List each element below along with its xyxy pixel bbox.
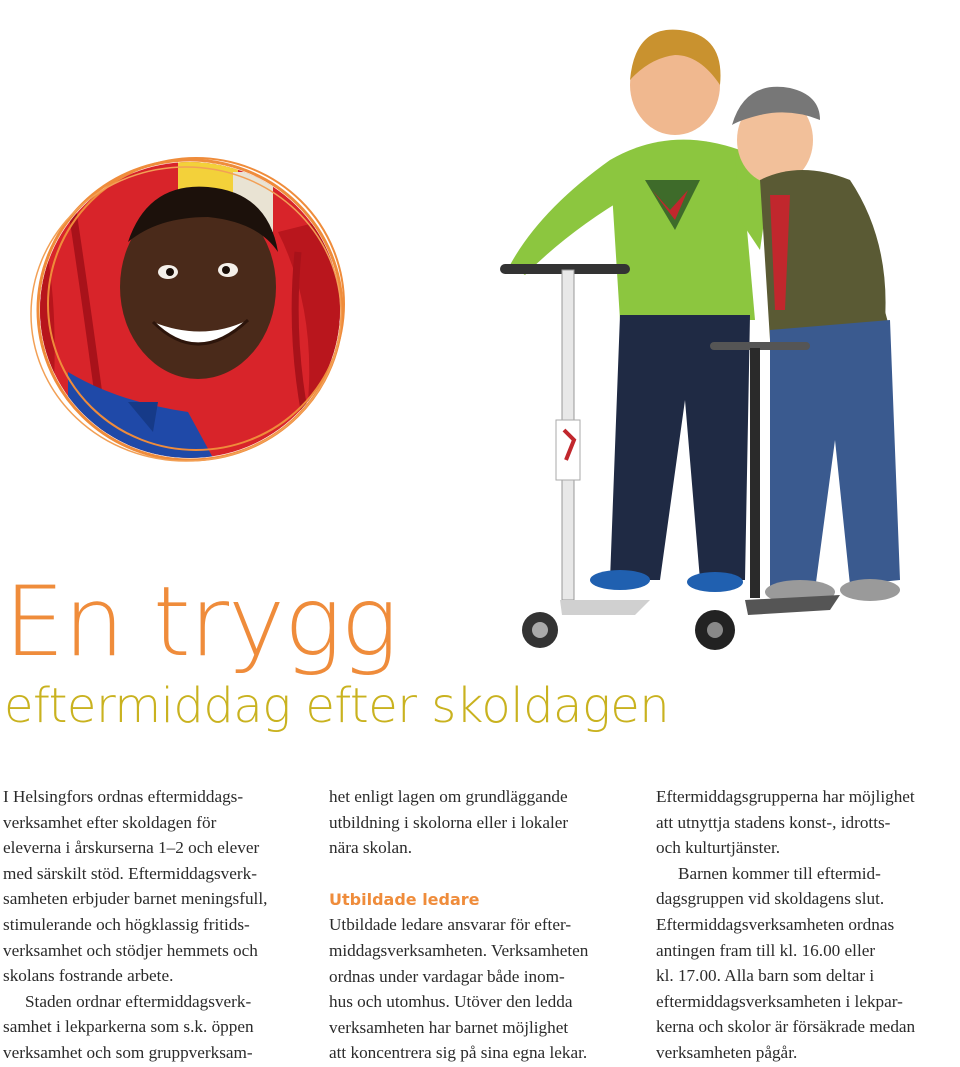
text-line: samhet i lekparkerna som s.k. öppen [3,1017,254,1037]
text-line: kerna och skolor är försäkrade medan [656,1017,916,1037]
paragraph [329,784,629,861]
text-line: att utnyttja stadens konst-, idrotts- [656,812,891,832]
text-line: hus och utomhus. Utöver den ledda [329,992,573,1012]
text-line: och kulturtjänster. [656,838,781,858]
text-line: kl. 17.00. Alla barn som deltar i [656,966,875,986]
text-line: verksamheten har barnet möjlighet [329,1017,569,1037]
text-line: eftermiddagsverksamheten i lekpar- [656,991,903,1011]
text-line: verksamhet och som gruppverksam- [3,1042,253,1062]
page-title: En trygg [4,566,398,678]
text-column-3 [656,784,956,1066]
paragraph [329,912,629,1066]
section-subheading: Utbildade ledare [329,889,480,909]
text-line: stimulerande och högklassig fritids- [3,914,250,934]
boys-scooters-illustration [470,20,940,670]
text-line: ordnas under vardagar både inom- [329,966,565,986]
text-line: Eftermiddagsverksamheten ordnas [656,914,895,934]
text-line: skolans fostrande arbete. [3,966,174,986]
text-line: utbildning i skolorna eller i lokaler [329,812,569,832]
text-line: middagsverksamheten. Verksamheten [329,940,589,960]
text-line: Barnen kommer till eftermid- [678,863,881,883]
boys-with-scooters-photo [470,20,940,670]
paragraph [3,989,303,1066]
text-column-1 [3,784,303,1066]
child-portrait-illustration [28,152,358,467]
text-line: dagsgruppen vid skoldagens slut. [656,889,885,909]
text-column-2 [329,784,629,1066]
text-line: med särskilt stöd. Eftermiddagsverk- [3,863,257,883]
text-line: antingen fram till kl. 16.00 eller [656,940,876,960]
text-line: nära skolan. [329,838,413,858]
text-line: verksamhet och stödjer hemmets och [3,940,258,960]
paragraph [656,861,956,1066]
circle-child-photo [28,152,358,467]
text-line: Staden ordnar eftermiddagsverk- [25,991,252,1011]
text-line: samheten erbjuder barnet meningsfull, [3,889,268,909]
text-line: I Helsingfors ordnas eftermiddags- [3,787,244,806]
text-line: Utbildade ledare ansvarar för efter- [329,915,572,935]
paragraph [3,784,303,989]
page-subtitle: eftermiddag efter skoldagen [4,678,670,734]
text-line: verksamheten pågår. [656,1042,798,1062]
text-line: eleverna i årskurserna 1–2 och elever [3,838,260,858]
paragraph [656,784,956,861]
text-line: verksamhet efter skoldagen för [3,812,217,832]
text-line: het enligt lagen om grundläggande [329,787,568,806]
text-line: att koncentrera sig på sina egna lekar. [329,1043,588,1063]
text-line: Eftermiddagsgrupperna har möjlighet [656,787,915,806]
